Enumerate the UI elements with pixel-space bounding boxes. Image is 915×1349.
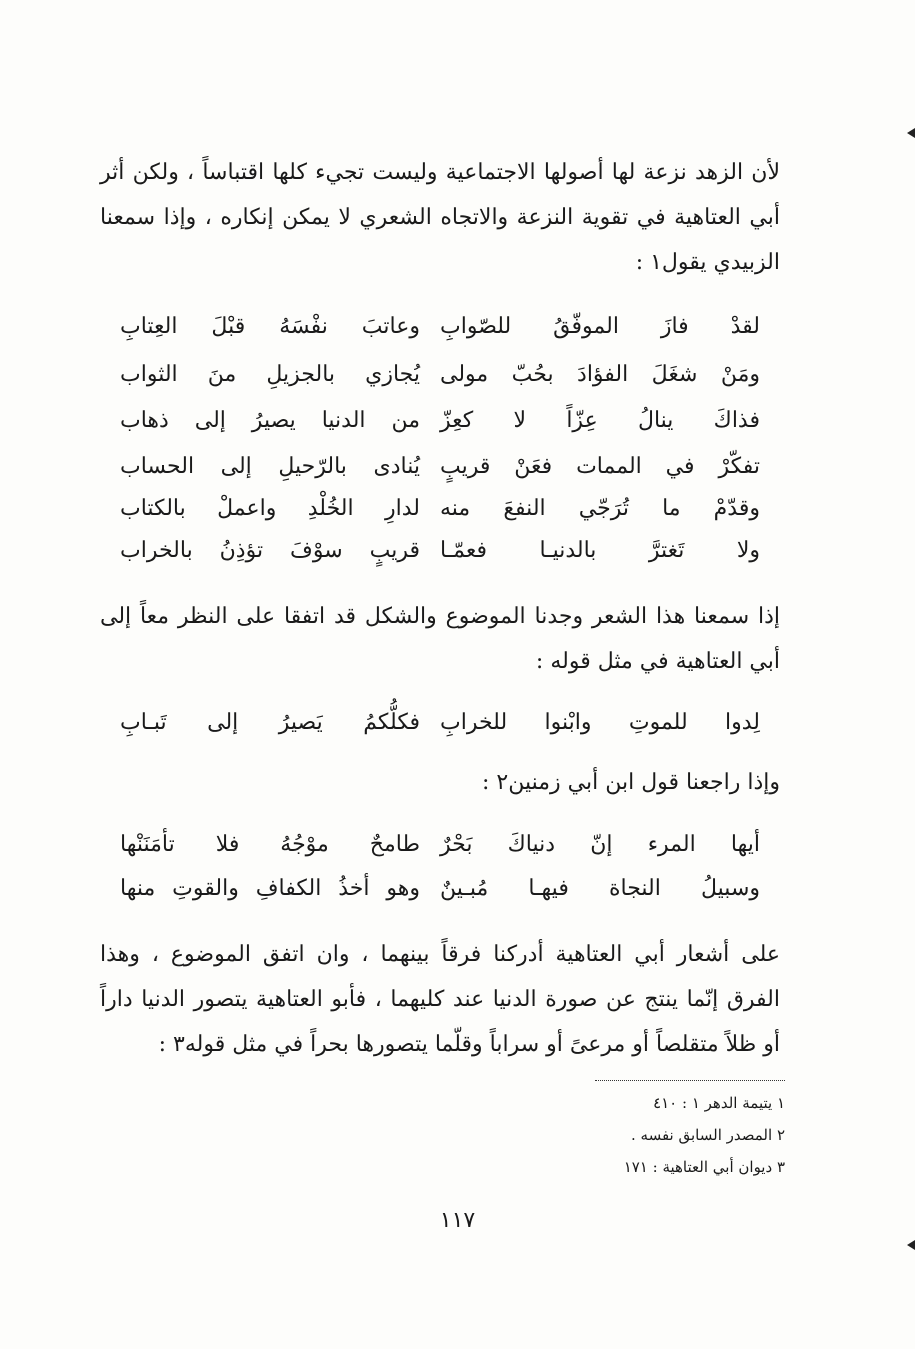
page-edge-mark bbox=[907, 1240, 915, 1250]
verse-line bbox=[120, 822, 760, 866]
verse-line bbox=[120, 352, 760, 396]
verse-second-half: قريبٍ سوْفَ تؤذِنُ بالخراب bbox=[120, 537, 420, 563]
verse-second-half: وهو أخذُ الكفافِ والقوتِ منها bbox=[120, 875, 420, 901]
verse-line bbox=[120, 444, 760, 488]
verse-first-half: تفكّرْ في الممات فعَنْ قريبٍ bbox=[440, 453, 760, 479]
verse-line bbox=[120, 866, 760, 910]
verse-second-half: من الدنيا يصيرُ إلى ذهاب bbox=[120, 407, 420, 433]
paragraph-ibn-abi-zamanin: وإذا راجعنا قول ابن أبي زمنين٢ : bbox=[482, 770, 780, 795]
verse-first-half: لِدوا للموتِ وابْنوا للخرابِ bbox=[440, 709, 760, 735]
verse-first-half: لقدْ فازَ الموفّقُ للصّوابِ bbox=[440, 313, 760, 339]
page-number: ١١٧ bbox=[439, 1208, 476, 1233]
verse-line bbox=[120, 486, 760, 530]
verse-line bbox=[120, 528, 760, 572]
verse-second-half: فكلُّكمُ يَصيرُ إلى تَبـابِ bbox=[120, 709, 420, 735]
verse-first-half: ومَنْ شغَلَ الفؤادَ بحُبّ مولى bbox=[440, 361, 760, 387]
verse-second-half: لدارِ الخُلْدِ واعملْ بالكتاب bbox=[120, 495, 420, 521]
footnote: ٣ ديوان أبي العتاهية : ١٧١ bbox=[623, 1158, 785, 1176]
footnote: ٢ المصدر السابق نفسه . bbox=[631, 1126, 785, 1144]
footnote-divider bbox=[595, 1080, 785, 1081]
verse-line bbox=[120, 398, 760, 442]
paragraph-intro: لأن الزهد نزعة لها أصولها الاجتماعية وليست تجيء كلها اقتباساً ، ولكن أثر أبي العتاهية في تقوية النزعة والاتجاه الشعري لا يمكن إنكاره ، وإذا سمعنا الزبيدي يقول١ : bbox=[100, 160, 780, 275]
verse-second-half: يُجازي بالجزيلِ منَ الثواب bbox=[120, 361, 420, 387]
paragraph-transition: إذا سمعنا هذا الشعر وجدنا الموضوع والشكل قد اتفقا على النظر معاً إلى أبي العتاهية في مثل قوله : bbox=[100, 604, 780, 674]
verse-second-half: وعاتبَ نفْسَهُ قبْلَ العِتابِ bbox=[120, 313, 420, 339]
verse-first-half: أيها المرء إنّ دنياكَ بَحْرٌ bbox=[440, 831, 760, 857]
verse-first-half: ولا تَغترَّ بالدنيـا فعمّـا bbox=[440, 537, 760, 563]
verse-line bbox=[120, 304, 760, 348]
page-edge-mark bbox=[907, 128, 915, 138]
verse-second-half: يُنادى بالرّحيلِ إلى الحساب bbox=[120, 453, 420, 479]
verse-first-half: وقدّمْ ما تُرَجّي النفعَ منه bbox=[440, 495, 760, 521]
verse-first-half: وسبيلُ النجاة فيهـا مُبـينٌ bbox=[440, 875, 760, 901]
paragraph-comparison: على أشعار أبي العتاهية أدركنا فرقاً بينهما ، وان اتفق الموضوع ، وهذا الفرق إنّما ينتج عن صورة الدنيا عند كليهما ، فأبو العتاهية يتصور الدنيا داراً أو ظلاً متقلصاً أو مرعىً أو سراباً وقلّما يتصورها بحراً في مثل قوله٣ : bbox=[100, 942, 780, 1057]
verse-first-half: فذاكَ ينالُ عِزّاً لا كعِزّ bbox=[440, 407, 760, 433]
verse-second-half: طامحٌ موْجُهُ فلا تأمَنَنْها bbox=[120, 831, 420, 857]
footnote: ١ يتيمة الدهر ١ : ٤١٠ bbox=[653, 1094, 785, 1112]
verse-line bbox=[120, 700, 760, 744]
